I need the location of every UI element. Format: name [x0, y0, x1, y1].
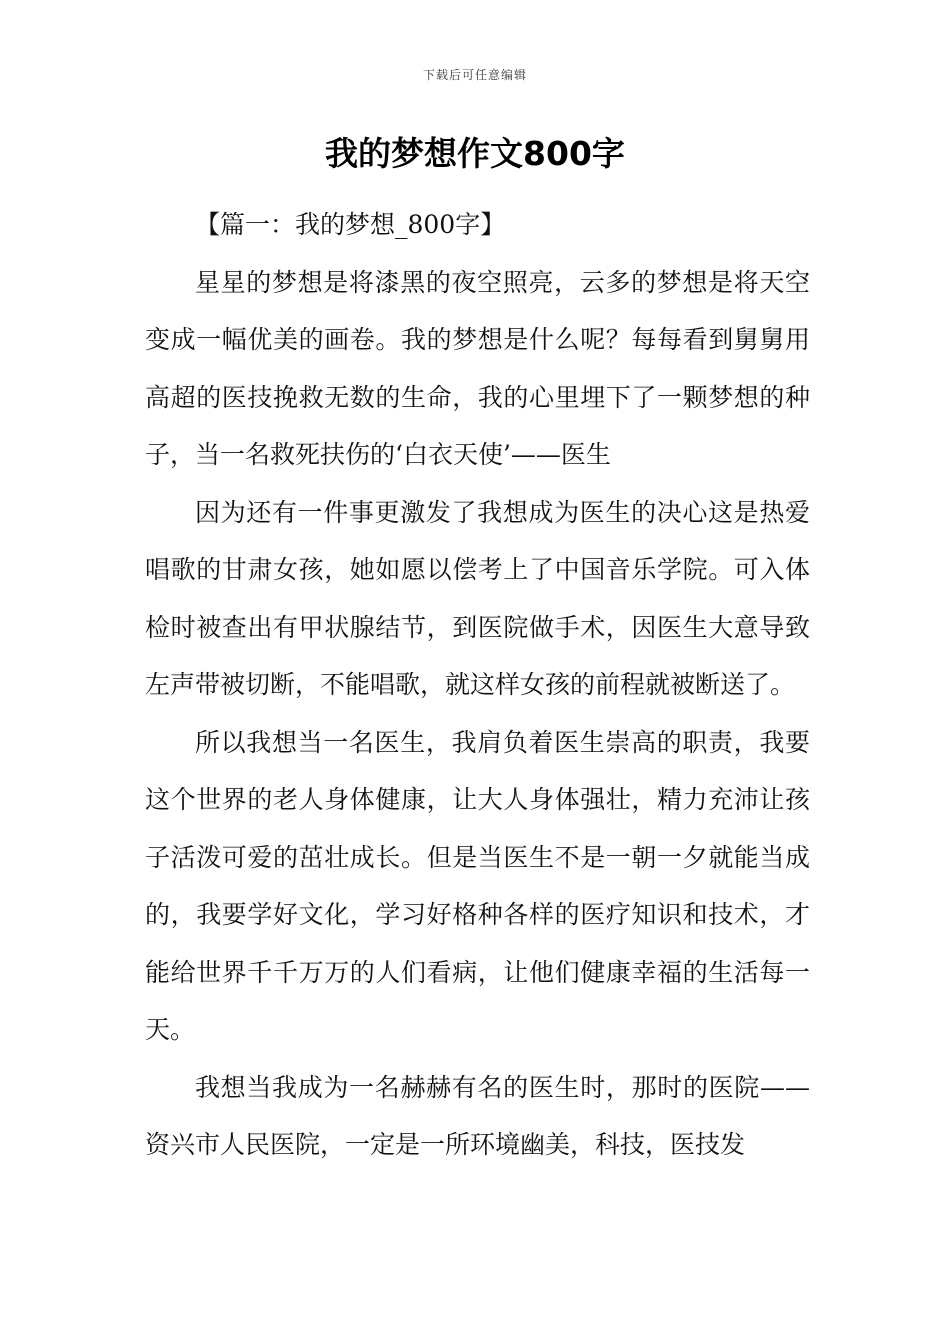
- section-heading: 【篇一：我的梦想_800字】: [195, 210, 506, 239]
- header-note: 下载后可任意编辑: [422, 68, 527, 82]
- document-title: 我的梦想作文800字: [325, 134, 625, 173]
- paragraph-4: 我想当我成为一名赫赫有名的医生时，那时的医院——资兴市人民医院，一定是一所环境幽美，科技，医技发: [145, 1072, 810, 1159]
- document-body: [145, 196, 810, 1174]
- paragraph-1: 星星的梦想是将漆黑的夜空照亮，云多的梦想是将天空变成一幅优美的画卷。我的梦想是什么呢？每每看到舅舅用高超的医技挽救无数的生命，我的心里埋下了一颗梦想的种子，当一名救死扶伤的‘白衣天使’——医生: [145, 267, 810, 469]
- paragraph-2: 因为还有一件事更激发了我想成为医生的决心这是热爱唱歌的甘肃女孩，她如愿以偿考上了中国音乐学院。可入体检时被查出有甲状腺结节，到医院做手术，因医生大意导致左声带被切断，不能唱歌，就这样女孩的前程就被断送了。: [145, 497, 810, 699]
- paragraph-3: 所以我想当一名医生，我肩负着医生崇高的职责，我要这个世界的老人身体健康，让大人身体强壮，精力充沛让孩子活泼可爱的茁壮成长。但是当医生不是一朝一夕就能当成的，我要学好文化，学习好格种各样的医疗知识和技术，才能给世界千千万万的人们看病，让他们健康幸福的生活每一天。: [145, 727, 810, 1044]
